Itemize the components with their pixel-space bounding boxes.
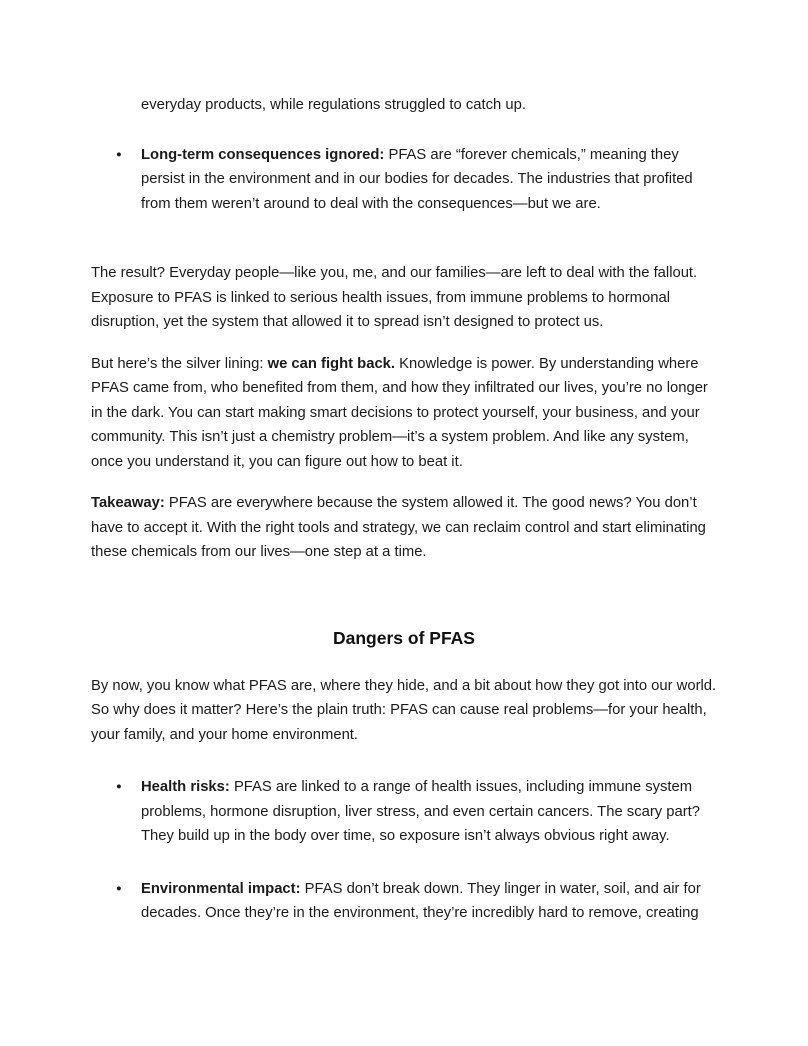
paragraph-silver-lining — [91, 352, 717, 475]
bullet-icon: ● — [116, 882, 122, 894]
paragraph-segment: But here’s the silver lining: — [91, 355, 268, 372]
paragraph-body: PFAS are everywhere because the system allowed it. The good news? You don’t have to accept it. With the right tools and strategy, we can reclaim control and start eliminating these chemicals from our lives—one step at a time. — [91, 495, 706, 560]
bullet-continuation-text: everyday products, while regulations struggled to catch up. — [141, 97, 526, 113]
list-item-environmental-impact — [91, 877, 717, 926]
paragraph-the-result: The result? Everyday people—like you, me, and our families—are left to deal with the fallout. Exposure to PFAS is linked to serious health issues, from immune problems to hormonal disruption, yet the system that allowed it to spread isn’t designed to protect us. — [91, 265, 698, 330]
list-item-text — [141, 775, 717, 849]
bullet-icon: ● — [116, 781, 122, 792]
list-item-lead-bold: Health risks: — [141, 779, 230, 795]
list-item-body: PFAS don’t break down. They linger in water, soil, and air for decades. Once they’re in the environment, they’re incredibly hard to remove, creating — [141, 880, 701, 921]
list-item-long-term-consequences — [91, 143, 717, 217]
bullet-icon: ● — [116, 148, 122, 160]
list-item-body: PFAS are “forever chemicals,” meaning they persist in the environment and in our bodies for decades. The industries that profited from them weren’t around to deal with the consequences—but we are. — [141, 146, 693, 212]
list-item-lead-bold: Long-term consequences ignored: — [141, 146, 385, 163]
list-item-text — [141, 143, 717, 217]
section-heading-dangers-of-pfas: Dangers of PFAS — [333, 627, 475, 648]
list-item-text — [141, 877, 717, 926]
list-item-health-risks — [91, 775, 717, 849]
paragraph-by-now: By now, you know what PFAS are, where they hide, and a bit about how they got into our world. So why does it matter? Here’s the plain truth: PFAS can cause real problems—for your health, your family, and your home environment. — [91, 677, 717, 743]
paragraph-segment-bold: we can fight back. — [267, 355, 396, 372]
paragraph-segment: Knowledge is power. By understanding where PFAS came from, who benefited from them, and how they infiltrated our lives, you’re no longer in the dark. You can start making smart decisions to protect yourself, your business, and your community. This isn’t just a chemistry problem—it’s a system problem. And like any system, once you understand it, you can figure out how to beat it. — [91, 355, 708, 470]
list-item-lead-bold: Environmental impact: — [141, 880, 301, 897]
paragraph-lead-bold: Takeaway: — [91, 495, 165, 511]
list-item-body: PFAS are linked to a range of health issues, including immune system problems, hormone disruption, liver stress, and even certain cancers. The scary part? They build up in the body over time, so exposure isn’t always obvious right away. — [141, 779, 700, 844]
paragraph-takeaway — [91, 491, 717, 565]
